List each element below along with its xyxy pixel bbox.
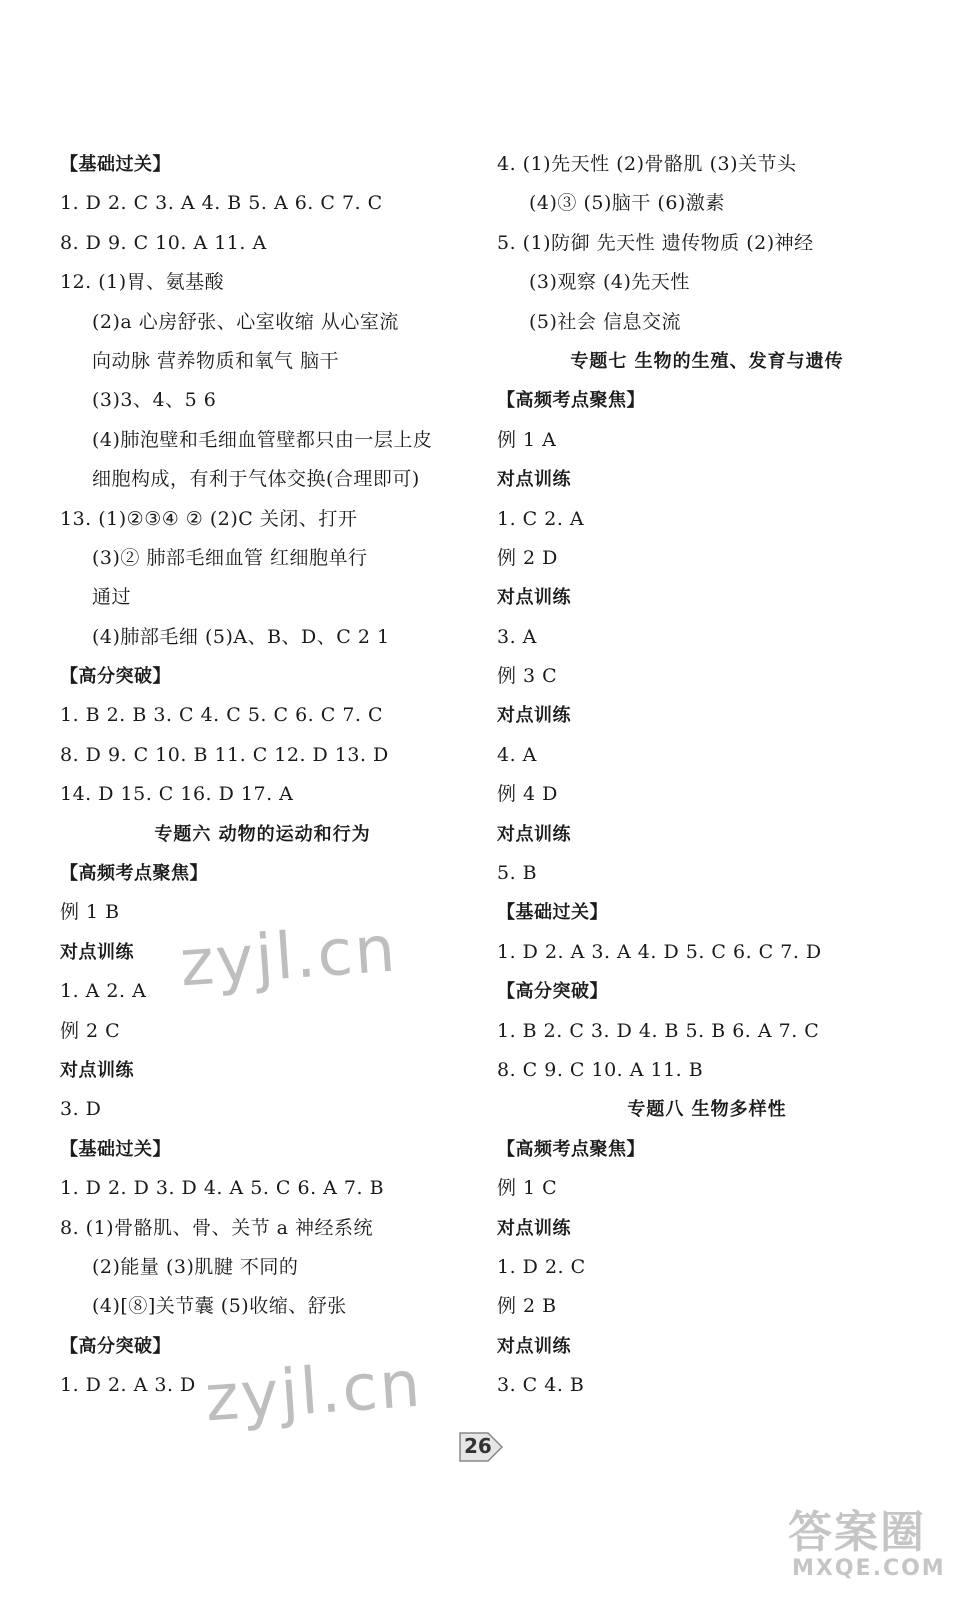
answer-line: 14. D 15. C 16. D 17. A (60, 783, 294, 806)
answer-line: 3. A (497, 625, 537, 648)
section-heading: 【高分突破】 (60, 1335, 171, 1357)
answer-line-indented: (5)社会 信息交流 (529, 310, 681, 333)
watermark: zyjl.cn (202, 1347, 425, 1437)
section-heading: 【基础过关】 (60, 154, 171, 175)
answer-line: 1. D 2. D 3. D 4. A 5. C 6. A 7. B (60, 1177, 385, 1200)
right-column (497, 145, 917, 1406)
answer-line-indented: (4)肺部毛细 (5)A、B、D、C 2 1 (92, 625, 390, 648)
answer-line-indented: (4)[⑧]关节囊 (5)收缩、舒张 (92, 1295, 347, 1318)
answer-line: 1. D 2. C (497, 1255, 586, 1278)
answer-line-indented: (2)能量 (3)肌腱 不同的 (92, 1255, 299, 1278)
logo-text: 答案圈 (788, 1507, 926, 1558)
section-heading: 对点训练 (497, 587, 571, 609)
answer-line-indented: 细胞构成，有利于气体交换(合理即可) (92, 468, 420, 491)
left-column (60, 145, 465, 1406)
answer-line-indented: (3)② 肺部毛细血管 红细胞单行 (92, 546, 368, 569)
answer-line: 例 1 B (60, 901, 120, 924)
section-heading: 【基础过关】 (60, 1138, 171, 1160)
answer-line: 例 2 D (497, 546, 558, 569)
answer-line: 12. (1)胃、氨基酸 (60, 271, 225, 294)
section-heading: 【高频考点聚焦】 (497, 1138, 645, 1160)
answer-line: 1. B 2. B 3. C 4. C 5. C 6. C 7. C (60, 704, 384, 727)
answer-line: 例 2 B (497, 1295, 557, 1318)
watermark: zyjl.cn (177, 912, 400, 1002)
answer-line: 8. C 9. C 10. A 11. B (497, 1058, 704, 1081)
answer-line: 1. D 2. C 3. A 4. B 5. A 6. C 7. C (60, 192, 383, 215)
section-heading: 【高频考点聚焦】 (60, 863, 208, 885)
answer-line: 例 2 C (60, 1019, 121, 1042)
answer-line-indented: (4)③ (5)脑干 (6)激素 (529, 192, 725, 215)
section-heading: 对点训练 (497, 823, 571, 845)
section-heading: 对点训练 (497, 469, 571, 491)
answer-line: 例 3 C (497, 665, 558, 688)
answer-line: 1. D 2. A 3. D (60, 1374, 196, 1397)
answer-line: 例 1 A (497, 428, 557, 451)
answer-line: 4. (1)先天性 (2)骨骼肌 (3)关节头 (497, 153, 797, 175)
answer-line-indented: (2)a 心房舒张、心室收缩 从心室流 (92, 310, 399, 333)
answer-line-indented: 通过 (92, 586, 132, 609)
topic-title: 专题六 动物的运动和行为 (154, 823, 371, 845)
section-heading: 对点训练 (60, 1059, 134, 1081)
answer-line: 8. D 9. C 10. A 11. A (60, 231, 267, 254)
page-number-text: 26 (464, 1434, 492, 1458)
answer-line: 1. D 2. A 3. A 4. D 5. C 6. C 7. D (497, 940, 822, 963)
answer-line: 5. B (497, 862, 538, 885)
topic-title: 专题七 生物的生殖、发育与遗传 (570, 350, 844, 372)
section-heading: 对点训练 (497, 705, 571, 727)
answer-line: 4. A (497, 743, 537, 766)
answer-line: 3. D (60, 1098, 102, 1121)
section-heading: 对点训练 (497, 1217, 571, 1239)
section-heading: 【高分突破】 (60, 666, 171, 688)
page-number (458, 1430, 506, 1464)
answer-line-indented: 向动脉 营养物质和氧气 脑干 (92, 349, 340, 372)
answer-line: 8. (1)骨骼肌、骨、关节 a 神经系统 (60, 1216, 373, 1239)
topic-title: 专题八 生物多样性 (627, 1099, 787, 1121)
answer-line: 8. D 9. C 10. B 11. C 12. D 13. D (60, 743, 389, 766)
section-heading: 对点训练 (60, 941, 134, 963)
answer-line: 1. C 2. A (497, 507, 585, 530)
section-heading: 【高分突破】 (497, 981, 608, 1003)
answer-line-indented: (3)观察 (4)先天性 (529, 271, 690, 294)
section-heading: 对点训练 (497, 1335, 571, 1357)
answer-line: 1. A 2. A (60, 980, 147, 1003)
answer-line-indented: (3)3、4、5 6 (92, 389, 217, 412)
answer-line: 5. (1)防御 先天性 遗传物质 (2)神经 (497, 231, 814, 254)
answer-line: 例 4 D (497, 783, 558, 806)
section-heading: 【基础过关】 (497, 902, 608, 924)
logo-url: MXQE.COM (792, 1556, 946, 1581)
answer-line: 3. C 4. B (497, 1374, 585, 1397)
answer-line: 1. B 2. C 3. D 4. B 5. B 6. A 7. C (497, 1019, 820, 1042)
site-logo (778, 1496, 958, 1596)
answer-line: 13. (1)②③④ ② (2)C 关闭、打开 (60, 507, 358, 530)
answer-line: 例 1 C (497, 1177, 558, 1200)
answer-line-indented: (4)肺泡壁和毛细血管壁都只由一层上皮 (92, 428, 433, 451)
section-heading: 【高频考点聚焦】 (497, 390, 645, 412)
